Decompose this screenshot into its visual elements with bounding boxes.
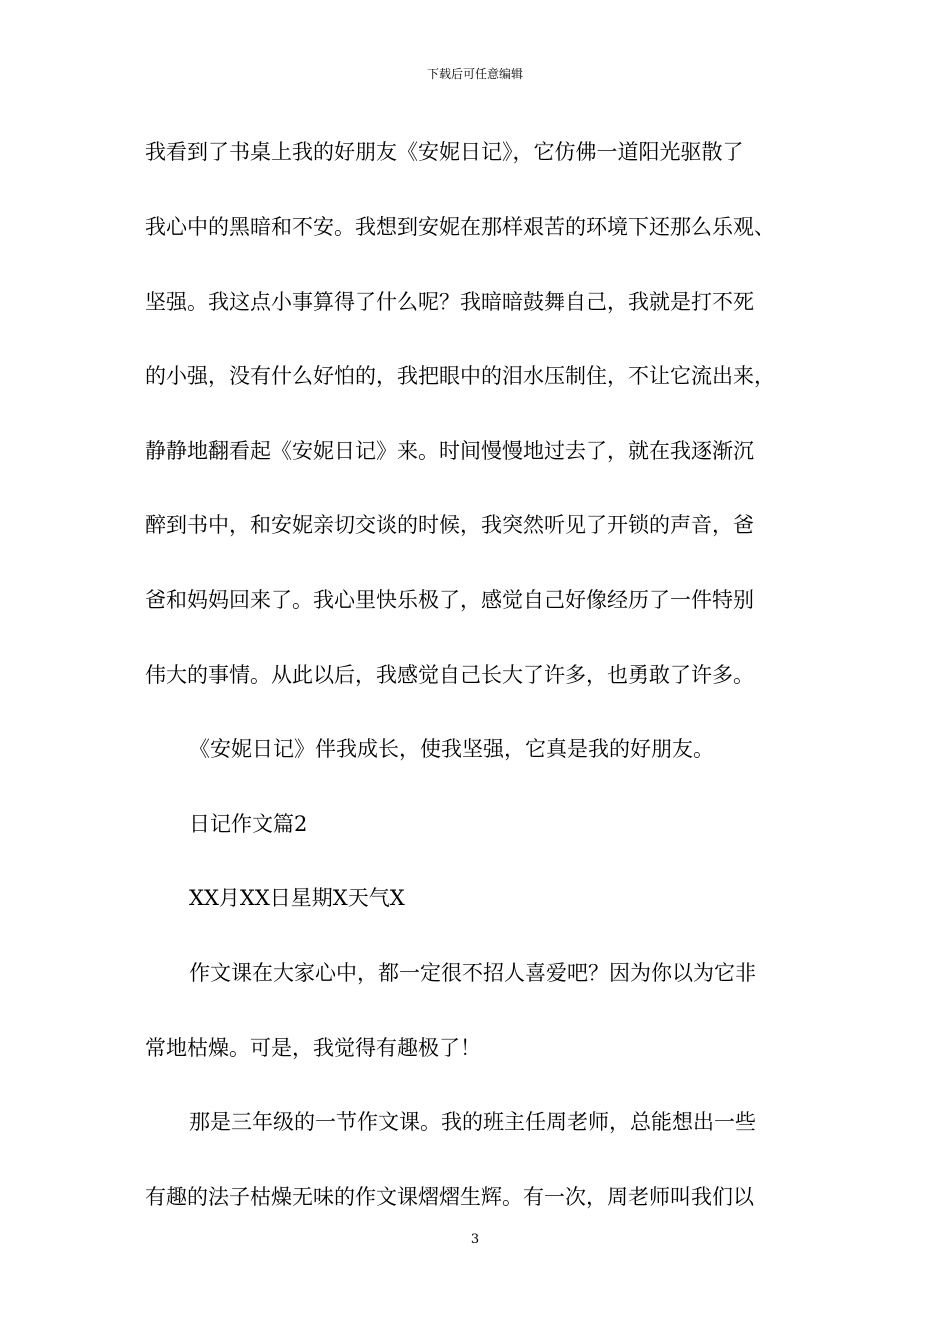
body-line-4: 的小强，没有什么好怕的，我把眼中的泪水压制住，不让它流出来，: [145, 364, 775, 388]
diary-date-line: XX月XX日星期X天气X: [189, 886, 405, 910]
body-line-12: 作文课在大家心中，都一定很不招人喜爱吧？因为你以为它非: [189, 961, 756, 985]
body-line-3: 坚强。我这点小事算得了什么呢？我暗暗鼓舞自己，我就是打不死: [145, 290, 754, 314]
body-line-1: 我看到了书桌上我的好朋友《安妮日记》，它仿佛一道阳光驱散了: [145, 140, 744, 164]
body-line-8: 伟大的事情。从此以后，我感觉自己长大了许多，也勇敢了许多。: [145, 663, 754, 687]
page-number: 3: [470, 1232, 480, 1247]
body-line-6: 醉到书中，和安妮亲切交谈的时候，我突然听见了开锁的声音，爸: [145, 513, 754, 537]
body-line-13: 常地枯燥。可是，我觉得有趣极了！: [145, 1036, 481, 1060]
section-title: 日记作文篇2: [189, 812, 308, 836]
page-header: 下载后可任意编辑: [426, 67, 523, 81]
body-line-7: 爸和妈妈回来了。我心里快乐极了，感觉自己好像经历了一件特别: [145, 588, 754, 612]
body-line-15: 有趣的法子枯燥无味的作文课熠熠生辉。有一次，周老师叫我们以: [145, 1185, 754, 1209]
body-line-9: 《安妮日记》伴我成长，使我坚强，它真是我的好朋友。: [189, 737, 714, 761]
body-line-14: 那是三年级的一节作文课。我的班主任周老师，总能想出一些: [189, 1110, 756, 1134]
body-line-5: 静静地翻看起《安妮日记》来。时间慢慢地过去了，就在我逐渐沉: [145, 439, 754, 463]
body-line-2: 我心中的黑暗和不安。我想到安妮在那样艰苦的环境下还那么乐观、: [145, 215, 775, 239]
